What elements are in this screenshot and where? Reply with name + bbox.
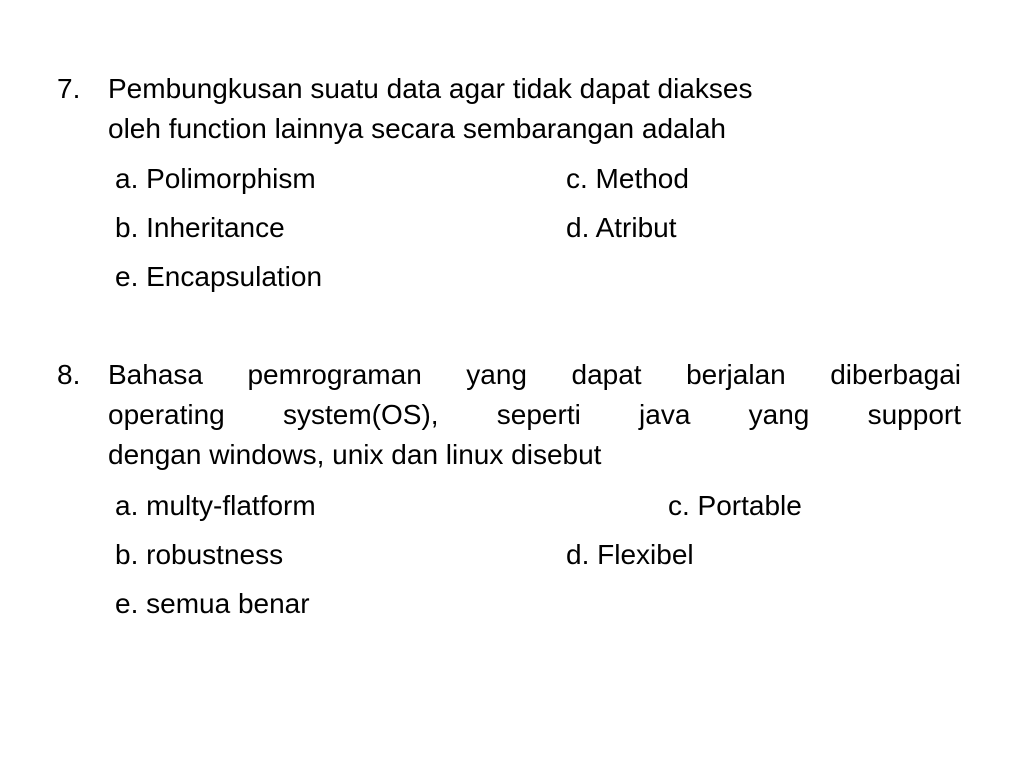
option-b: b. Inheritance: [115, 212, 285, 243]
question-stem-line: operating system(OS), seperti java yang support: [108, 399, 961, 430]
option-e: e. Encapsulation: [115, 261, 323, 292]
option-d: d. Flexibel: [566, 539, 694, 570]
question-number: 7.: [57, 73, 81, 104]
question-stem: [108, 69, 961, 149]
option-c: c. Portable: [668, 490, 802, 521]
question-stem-line: Pembungkusan suatu data agar tidak dapat diakses: [108, 73, 753, 104]
option-d: d. Atribut: [566, 212, 677, 243]
option-c: c. Method: [566, 163, 689, 194]
question-stem: [108, 355, 961, 475]
option-e: e. semua benar: [115, 588, 310, 619]
option-a: a. multy-flatform: [115, 490, 316, 521]
question-stem-line: Bahasa pemrograman yang dapat berjalan diberbagai: [108, 359, 961, 390]
question-stem-line: oleh function lainnya secara sembarangan adalah: [108, 113, 726, 144]
option-b: b. robustness: [115, 539, 284, 570]
option-a: a. Polimorphism: [115, 163, 316, 194]
question-number: 8.: [57, 359, 81, 390]
question-stem-line: dengan windows, unix dan linux disebut: [108, 439, 602, 470]
